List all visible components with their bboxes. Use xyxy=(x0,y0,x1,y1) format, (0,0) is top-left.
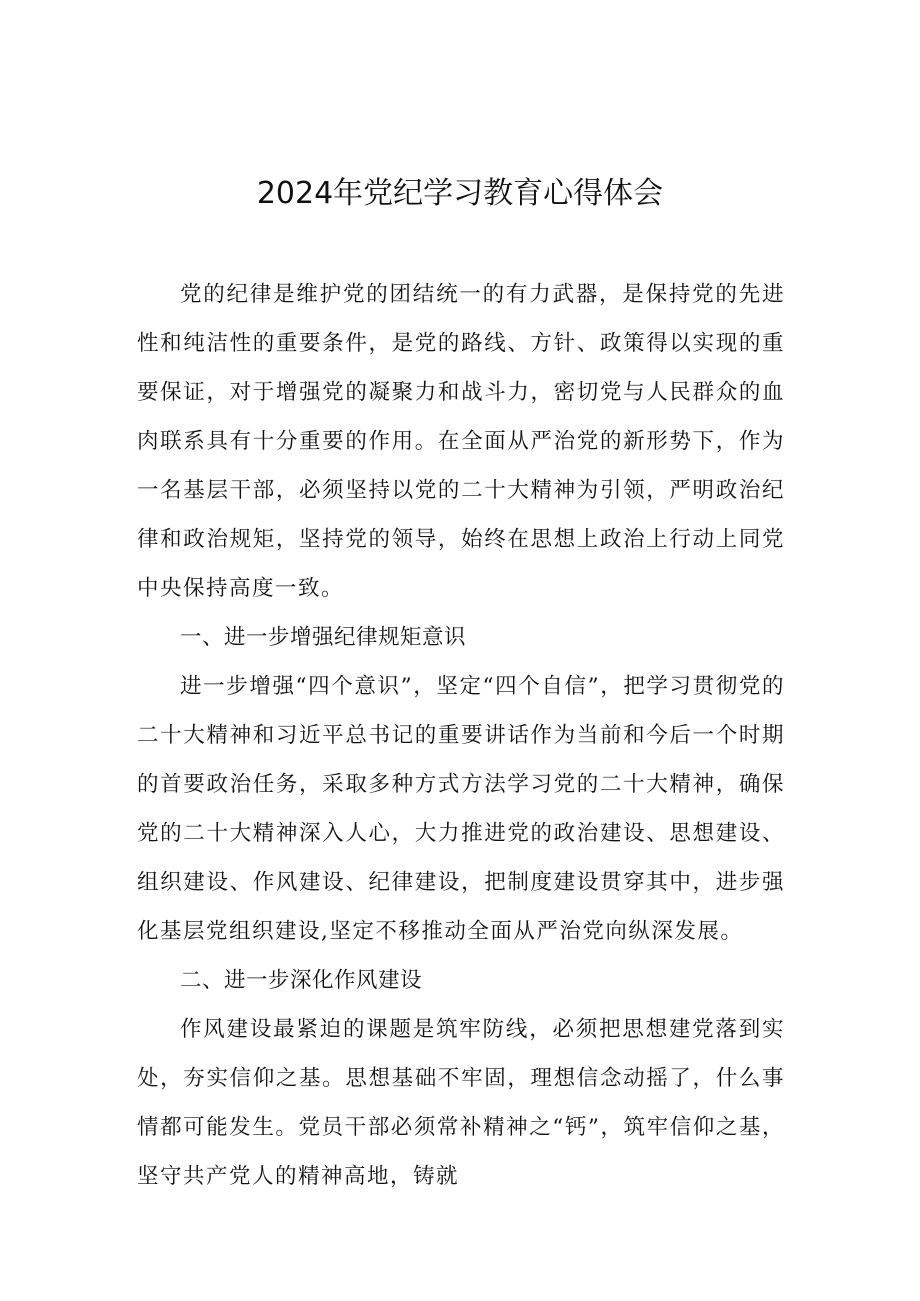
document-title: 2024年党纪学习教育心得体会 xyxy=(256,176,664,211)
section-heading-1: 一、进一步增强纪律规矩意识 xyxy=(180,625,467,650)
section-body-2: 作风建设最紧迫的课题是筑牢防线，必须把思想建党落到实处，夯实信仰之基。思想基础不牢固，理想信念动摇了，什么事情都可能发生。党员干部必须常补精神之“钙”，筑牢信仰之基，坚守共产党人的精神高地，铸就 xyxy=(137,1017,785,1189)
document-body xyxy=(137,270,785,1201)
intro-paragraph: 党的纪律是维护党的团结统一的有力武器，是保持党的先进性和纯洁性的重要条件，是党的路线、方针、政策得以实现的重要保证，对于增强党的凝聚力和战斗力，密切党与人民群众的血肉联系具有十分重要的作用。在全面从严治党的新形势下，作为一名基层干部，必须坚持以党的二十大精神为引领，严明政治纪律和政治规矩，坚持党的领导，始终在思想上政治上行动上同党中央保持高度一致。 xyxy=(137,282,785,601)
section-heading-2: 二、进一步深化作风建设 xyxy=(180,968,423,993)
section-body-1: 进一步增强“四个意识”，坚定“四个自信”，把学习贯彻党的二十大精神和习近平总书记的重要讲话作为当前和今后一个时期的首要政治任务，采取多种方式方法学习党的二十大精神，确保党的二十大精神深入人心，大力推进党的政治建设、思想建设、组织建设、作风建设、纪律建设，把制度建设贯穿其中，进步强化基层党组织建设,坚定不移推动全面从严治党向纵深发展。 xyxy=(137,674,785,944)
